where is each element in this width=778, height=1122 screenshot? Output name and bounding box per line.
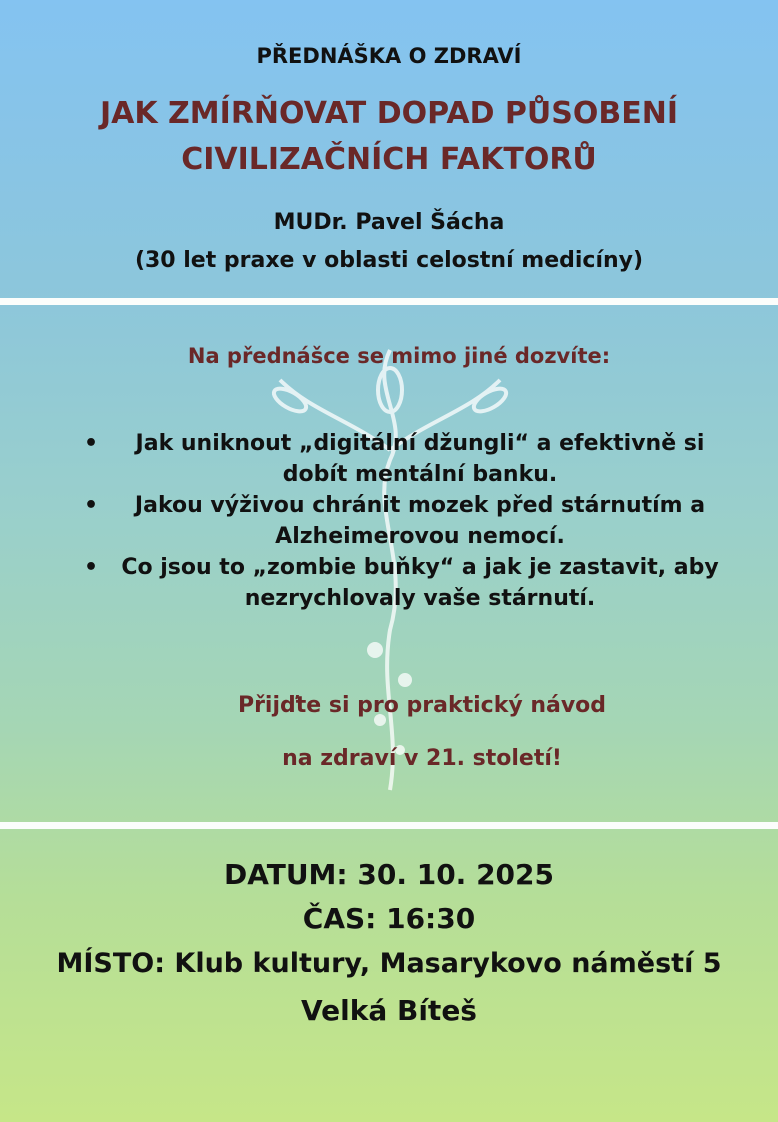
event-title-line1: JAK ZMÍRŇOVAT DOPAD PŮSOBENÍ (99, 96, 678, 131)
speaker-name: MUDr. Pavel Šácha (273, 210, 505, 235)
event-town: Velká Bíteš (301, 994, 477, 1027)
list-item: • Jakou výživou chránit mozek před stárnutím a Alzheimerovou nemocí. (84, 493, 706, 549)
event-time: ČAS: 16:30 (302, 902, 476, 935)
bullet-line: Jakou výživou chránit mozek před stárnutím a (134, 493, 706, 518)
event-title-line2: CIVILIZAČNÍCH FAKTORŮ (181, 142, 597, 177)
speaker-note: (30 let praxe v oblasti celostní medicíny) (134, 248, 644, 273)
event-kicker: PŘEDNÁŠKA O ZDRAVÍ (256, 44, 522, 68)
list-item: • Co jsou to „zombie buňky“ a jak je zastavit, aby nezrychlovaly vaše stárnutí. (84, 555, 719, 611)
bullet-line: dobít mentální banku. (282, 462, 558, 487)
bullet-line: Co jsou to „zombie buňky“ a jak je zastavit, aby (121, 555, 719, 580)
cta-line1: Přijďte si pro praktický návod (237, 693, 607, 718)
event-place: MÍSTO: Klub kultury, Masarykovo náměstí 5 (56, 948, 722, 979)
divider-bottom (0, 822, 778, 829)
bullet-line: Alzheimerovou nemocí. (275, 524, 565, 549)
cta-line2: na zdraví v 21. století! (282, 746, 562, 771)
event-date: DATUM: 30. 10. 2025 (223, 858, 554, 891)
bullet-line: nezrychlovaly vaše stárnutí. (244, 586, 596, 611)
intro-text: Na přednášce se mimo jiné dozvíte: (187, 344, 611, 368)
list-item: • Jak uniknout „digitální džungli“ a efektivně si dobít mentální banku. (84, 431, 705, 487)
bullet-line: Jak uniknout „digitální džungli“ a efektivně si (135, 431, 705, 456)
divider-top (0, 298, 778, 305)
topics-list (80, 428, 760, 614)
